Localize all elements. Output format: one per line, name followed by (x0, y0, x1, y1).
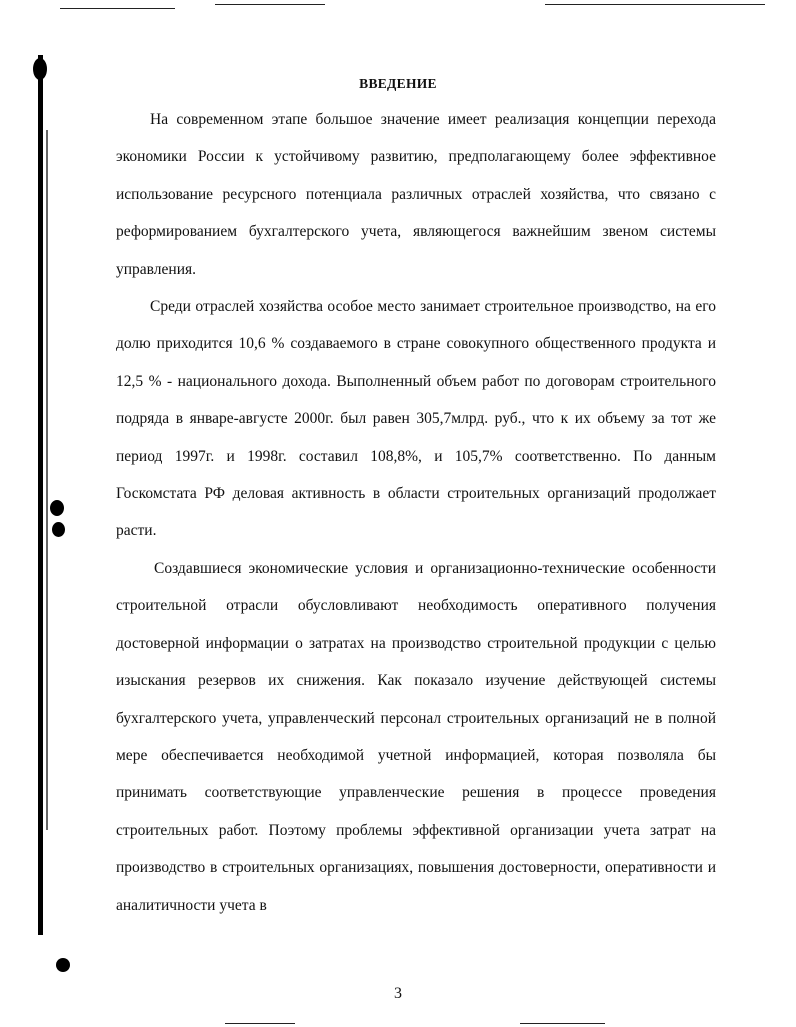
scan-blob (52, 522, 65, 537)
top-rule-mid (215, 4, 325, 5)
bottom-rule-right (520, 1023, 605, 1024)
page-title: ВВЕДЕНИЕ (359, 76, 437, 91)
scan-blob (50, 500, 64, 516)
top-rule-right (545, 4, 765, 5)
binding-edge-secondary (46, 130, 48, 830)
bottom-rule-left (225, 1023, 295, 1024)
body-paragraph: Среди отраслей хозяйства особое место занимает строительное производство, на его долю приходится 10,6 % создаваемого в стране совокупного общественного продукта и 12,5 % - национального дохода. Выполненный объем работ по договорам строительного подряда в январе-августе 2000г. был равен 305,7млрд. руб., что к их объему за тот же период 1997г. и 1998г. составил 108,8%, и 105,7% соответственно. По данным Госкомстата РФ деловая активность в области строительных организаций продолжает расти. (116, 298, 716, 540)
page-number: 3 (394, 985, 402, 1002)
body-paragraph: На современном этапе большое значение имеет реализация концепции перехода экономики России к устойчивому развитию, предполагающему более эффективное использование ресурсного потенциала различных отраслей хозяйства, что связано с реформированием бухгалтерского учета, являющегося важнейшим звеном системы управления. (116, 111, 716, 278)
top-rule-left (60, 8, 175, 9)
binding-edge (38, 55, 43, 935)
scan-blob (56, 958, 70, 972)
body-paragraph: Создавшиеся экономические условия и организационно-технические особенности строительной отрасли обусловливают необходимость оперативного получения достоверной информации о затратах на производство строительной продукции с целью изыскания резервов их снижения. Как показало изучение действующей системы бухгалтерского учета, управленческий персонал строительных организаций не в полной мере обеспечивается необходимой учетной информацией, которая позволяла бы принимать соответствующие управленческие решения в процессе проведения строительных работ. Поэтому проблемы эффективной организации учета затрат на производство в строительных организациях, повышения достоверности, оперативности и аналитичности учета в (116, 560, 716, 914)
